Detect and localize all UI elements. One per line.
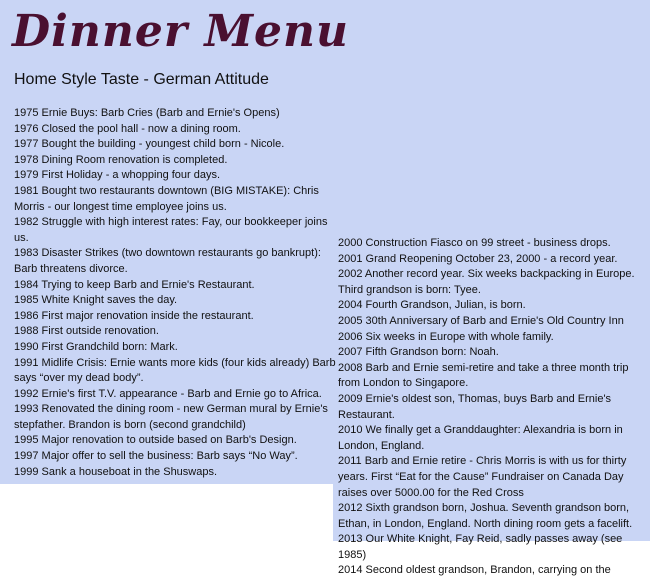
timeline-entry: 2008 Barb and Ernie semi-retire and take a three month trip from London to Singapore. — [338, 361, 629, 390]
timeline-entry: 2001 Grand Reopening October 23, 2000 - a record year. — [338, 252, 618, 265]
timeline-entry: 2011 Barb and Ernie retire - Chris Morris is with us for thirty years. First “Eat for the Cause” Fundraiser on Canada Day raises over 5000.00 for the Red Cross — [338, 455, 627, 499]
page-subtitle: Home Style Taste - German Attitude — [14, 71, 269, 88]
timeline-entry: 1999 Sank a houseboat in the Shuswaps. — [14, 465, 218, 478]
timeline-entry: 1988 First outside renovation. — [14, 325, 159, 338]
timeline-entry: 2010 We finally get a Granddaughter: Alexandria is born in London, England. — [338, 424, 623, 452]
timeline-entry: 2013 Our White Knight, Fay Reid, sadly passes away (see 1985) — [338, 533, 623, 561]
timeline-entry: 1990 First Grandchild born: Mark. — [14, 340, 178, 353]
timeline-entry: 2002 Another record year. Six weeks backpacking in Europe. Third grandson is born: Tyee. — [338, 268, 635, 296]
timeline-entry: 1986 First major renovation inside the restaurant. — [14, 309, 254, 322]
timeline-right-column — [338, 236, 643, 579]
timeline-entry: 2007 Fifth Grandson born: Noah. — [338, 346, 499, 359]
timeline-entry: 2006 Six weeks in Europe with whole family. — [338, 330, 554, 343]
timeline-entry: 1975 Ernie Buys: Barb Cries (Barb and Ernie's Opens) — [14, 107, 280, 119]
timeline-entry: 1978 Dining Room renovation is completed. — [14, 153, 228, 166]
timeline-entry: 1984 Trying to keep Barb and Ernie's Restaurant. — [14, 278, 255, 291]
timeline-entry: 1982 Struggle with high interest rates: Fay, our bookkeeper joins us. — [14, 216, 328, 244]
timeline-entry: 1997 Major offer to sell the business: Barb says “No Way”. — [14, 450, 298, 463]
timeline-entry: 1995 Major renovation to outside based on Barb's Design. — [14, 434, 297, 447]
timeline-entry: 1979 First Holiday - a whopping four days. — [14, 169, 221, 182]
timeline-entry: 1993 Renovated the dining room - new German mural by Ernie's stepfather. Brandon is born (second grandchild) — [14, 403, 328, 431]
timeline-entry: 1983 Disaster Strikes (two downtown restaurants go bankrupt): Barb threatens divorce. — [14, 247, 321, 275]
timeline-entry: 1977 Bought the building - youngest child born - Nicole. — [14, 138, 285, 151]
timeline-left-column — [14, 106, 344, 480]
timeline-entry: 2004 Fourth Grandson, Julian, is born. — [338, 299, 526, 312]
timeline-entry: 1976 Closed the pool hall - now a dining room. — [14, 122, 241, 135]
timeline-entry: 1985 White Knight saves the day. — [14, 294, 178, 307]
page-title: Dinner Menu — [12, 6, 350, 57]
timeline-entry: 1981 Bought two restaurants downtown (BIG MISTAKE): Chris Morris - our longest time employee joins us. — [14, 184, 319, 213]
timeline-entry: 2000 Construction Fiasco on 99 street - business drops. — [338, 237, 611, 249]
timeline-entry: 1991 Midlife Crisis: Ernie wants more kids (four kids already) Barb says “over my dead body”. — [14, 356, 336, 385]
timeline-entry: 2012 Sixth grandson born, Joshua. Seventh grandson born, Ethan, in London, England. North dining room gets a facelift. — [338, 502, 633, 530]
timeline-entry: 2009 Ernie's oldest son, Thomas, buys Barb and Ernie's Restaurant. — [338, 392, 612, 421]
timeline-entry: 1992 Ernie's first T.V. appearance - Barb and Ernie go to Africa. — [14, 387, 322, 400]
timeline-entry: 2014 Second oldest grandson, Brandon, carrying on the — [338, 564, 611, 577]
timeline-entry: 2005 30th Anniversary of Barb and Ernie's Old Country Inn — [338, 314, 624, 327]
